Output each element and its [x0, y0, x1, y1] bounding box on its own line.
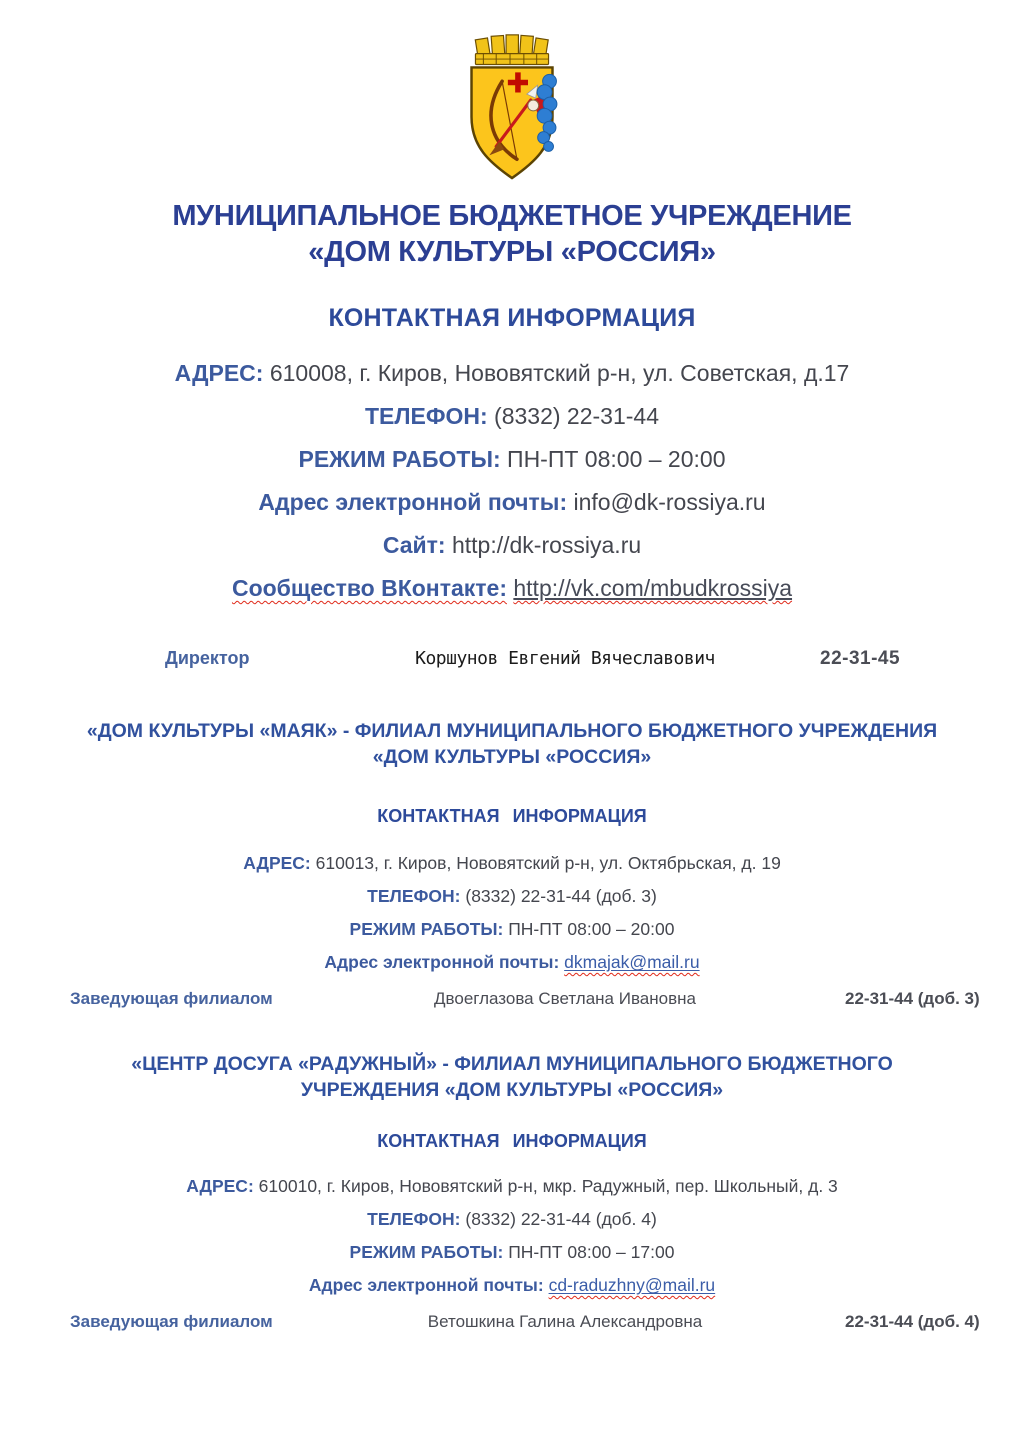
cloud-icon [537, 74, 557, 151]
head-role-label: Заведующая филиалом [70, 1312, 273, 1331]
hours-value: ПН-ПТ 08:00 – 20:00 [508, 919, 675, 939]
phone-line [40, 886, 984, 907]
head-name: Ветошкина Галина Александровна [427, 1312, 703, 1331]
phone-value: (8332) 22-31-44 [494, 403, 659, 429]
contact-info-heading-raduzhny: КОНТАКТНАЯ ИНФОРМАЦИЯ [377, 1131, 647, 1151]
mayak-email-link[interactable]: dkmajak@mail.ru [564, 952, 700, 972]
phone-line [40, 1209, 984, 1230]
hours-value: ПН-ПТ 08:00 – 20:00 [507, 446, 726, 472]
mayak-head-row [40, 989, 984, 1009]
phone-line [40, 402, 984, 430]
vk-url-link[interactable]: http://vk.com/mbudkrossiya [513, 575, 793, 601]
coat-of-arms-icon [462, 24, 562, 182]
email-value: info@dk-rossiya.ru [573, 489, 766, 515]
email-line [40, 952, 984, 973]
address-value: 610013, г. Киров, Нововятский р-н, ул. Октябрьская, д. 19 [315, 853, 781, 873]
raduzhny-email-link[interactable]: cd-raduzhny@mail.ru [548, 1275, 716, 1295]
mayak-contact-block [40, 853, 984, 973]
director-role-label: Директор [165, 648, 250, 668]
address-line [40, 853, 984, 874]
org-title-line2: «ДОМ КУЛЬТУРЫ «РОССИЯ» [308, 236, 716, 268]
director-row [40, 648, 984, 670]
site-line [40, 531, 984, 559]
address-label: АДРЕС: [174, 360, 264, 386]
phone-value: (8332) 22-31-44 (доб. 4) [465, 1209, 657, 1229]
branch-mayak-title [40, 718, 984, 770]
hours-line [40, 1242, 984, 1263]
email-label: Адрес электронной почты: [308, 1275, 544, 1295]
email-label: Адрес электронной почты: [258, 489, 568, 515]
raduzhny-contact-block [40, 1176, 984, 1296]
address-line [40, 1176, 984, 1197]
raduzhny-head-row [40, 1312, 984, 1332]
contact-info-heading-mayak: КОНТАКТНАЯ ИНФОРМАЦИЯ [377, 806, 647, 826]
branch-raduzhny-title [40, 1051, 984, 1103]
vk-line [40, 574, 984, 602]
crown-icon [475, 35, 548, 65]
vk-label: Сообщество ВКонтакте: [231, 575, 507, 601]
site-label: Сайт: [382, 532, 446, 558]
branch-raduzhny-title-line1: «ЦЕНТР ДОСУГА «РАДУЖНЫЙ» - ФИЛИАЛ МУНИЦИПАЛЬНОГО БЮДЖЕТНОГО [131, 1053, 893, 1075]
head-phone: 22-31-44 (доб. 3) [845, 989, 980, 1008]
main-contact-block [40, 359, 984, 602]
org-title-line1: МУНИЦИПАЛЬНОЕ БЮДЖЕТНОЕ УЧРЕЖДЕНИЕ [172, 200, 852, 232]
phone-label: ТЕЛЕФОН: [367, 886, 461, 906]
address-label: АДРЕС: [243, 853, 311, 873]
phone-label: ТЕЛЕФОН: [364, 403, 488, 429]
branch-raduzhny-title-line2: УЧРЕЖДЕНИЯ «ДОМ КУЛЬТУРЫ «РОССИЯ» [300, 1079, 724, 1101]
emblem-container [40, 24, 984, 182]
address-line [40, 359, 984, 387]
hours-label: РЕЖИМ РАБОТЫ: [298, 446, 501, 472]
branch-mayak-title-line2: «ДОМ КУЛЬТУРЫ «РОССИЯ» [372, 746, 652, 768]
phone-label: ТЕЛЕФОН: [367, 1209, 461, 1229]
email-label: Адрес электронной почты: [324, 952, 560, 972]
director-phone: 22-31-45 [820, 648, 901, 669]
hours-label: РЕЖИМ РАБОТЫ: [349, 1242, 504, 1262]
director-name: Коршунов Евгений Вячеславович [415, 648, 715, 669]
head-name: Двоеглазова Светлана Ивановна [434, 989, 696, 1008]
address-value: 610008, г. Киров, Нововятский р-н, ул. Советская, д.17 [269, 360, 850, 386]
branch-mayak-title-line1: «ДОМ КУЛЬТУРЫ «МАЯК» - ФИЛИАЛ МУНИЦИПАЛЬНОГО БЮДЖЕТНОГО УЧРЕЖДЕНИЯ [86, 720, 938, 742]
org-title [40, 198, 984, 270]
hours-label: РЕЖИМ РАБОТЫ: [349, 919, 504, 939]
contact-info-heading-main: КОНТАКТНАЯ ИНФОРМАЦИЯ [328, 304, 696, 332]
head-role-label: Заведующая филиалом [70, 989, 273, 1008]
email-line [40, 1275, 984, 1296]
hours-line [40, 445, 984, 473]
address-label: АДРЕС: [186, 1176, 254, 1196]
address-value: 610010, г. Киров, Нововятский р-н, мкр. Радужный, пер. Школьный, д. 3 [258, 1176, 838, 1196]
phone-value: (8332) 22-31-44 (доб. 3) [465, 886, 657, 906]
site-value: http://dk-rossiya.ru [451, 532, 642, 558]
head-phone: 22-31-44 (доб. 4) [845, 1312, 980, 1331]
email-line [40, 488, 984, 516]
hours-line [40, 919, 984, 940]
hours-value: ПН-ПТ 08:00 – 17:00 [508, 1242, 675, 1262]
